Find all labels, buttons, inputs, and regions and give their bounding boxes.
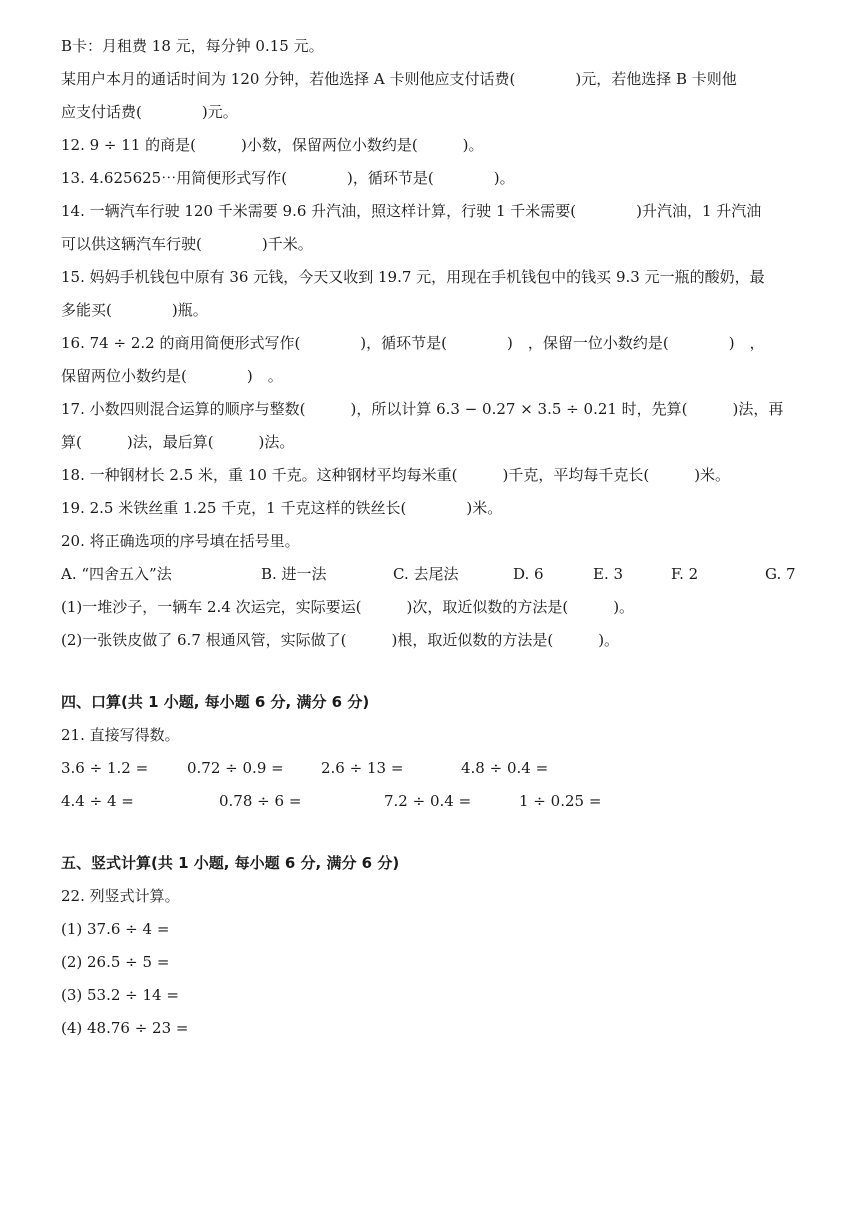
q21-row-2 (61, 785, 833, 818)
q20-prompt: 20. 将正确选项的序号填在括号里。 (61, 532, 300, 550)
q16-line-1: 16. 74 ÷ 2.2 的商用简便形式写作( )，循环节是( ) ，保留一位小数约是( ) ， (61, 334, 765, 352)
q11-line-2: 应支付话费( )元。 (61, 103, 238, 121)
q22-item-3: (3) 53.2 ÷ 14 = (61, 986, 179, 1004)
card-b-line: B卡：月租费 18 元，每分钟 0.15 元。 (61, 37, 324, 55)
q22-item-2: (2) 26.5 ÷ 5 = (61, 953, 170, 971)
option-c: C. 去尾法 (393, 565, 459, 583)
q22-item-1: (1) 37.6 ÷ 4 = (61, 920, 170, 938)
q21-row-1 (61, 752, 833, 785)
q18-line: 18. 一种钢材长 2.5 米，重 10 千克。这种钢材平均每米重( )千克，平均每千克长( )米。 (61, 466, 731, 484)
calc-item: 4.4 ÷ 4 = (61, 792, 134, 810)
q22-prompt: 22. 列竖式计算。 (61, 887, 180, 905)
q14-line-1: 14. 一辆汽车行驶 120 千米需要 9.6 升汽油，照这样计算，行驶 1 千米需要( )升汽油，1 升汽油 (61, 202, 762, 220)
q20-sub-1: (1)一堆沙子，一辆车 2.4 次运完，实际要运( )次，取近似数的方法是( )。 (61, 598, 635, 616)
calc-item: 2.6 ÷ 13 = (321, 759, 404, 777)
q17-line-1: 17. 小数四则混合运算的顺序与整数( )，所以计算 6.3 − 0.27 × 3.5 ÷ 0.21 时，先算( )法，再 (61, 400, 784, 418)
option-a: A. “四舍五入”法 (61, 565, 172, 583)
q14-line-2: 可以供这辆汽车行驶( )千米。 (61, 235, 313, 253)
q17-line-2: 算( )法，最后算( )法。 (61, 433, 295, 451)
calc-item: 7.2 ÷ 0.4 = (384, 792, 472, 810)
section-4-heading: 四、口算(共 1 小题, 每小题 6 分, 满分 6 分) (61, 693, 370, 711)
calc-item: 3.6 ÷ 1.2 = (61, 759, 149, 777)
q13-line: 13. 4.625625⋯用简便形式写作( )，循环节是( )。 (61, 169, 515, 187)
q21-prompt: 21. 直接写得数。 (61, 726, 180, 744)
q11-line-1: 某用户本月的通话时间为 120 分钟，若他选择 A 卡则他应支付话费( )元，若他选择 B 卡则他 (61, 70, 737, 88)
q22-item-4: (4) 48.76 ÷ 23 = (61, 1019, 189, 1037)
q15-line-2: 多能买( )瓶。 (61, 301, 208, 319)
option-d: D. 6 (513, 565, 544, 583)
q16-line-2: 保留两位小数约是( ) 。 (61, 367, 283, 385)
q20-sub-2: (2)一张铁皮做了 6.7 根通风管，实际做了( )根，取近似数的方法是( )。 (61, 631, 620, 649)
option-g: G. 7 (765, 565, 796, 583)
calc-item: 1 ÷ 0.25 = (519, 792, 602, 810)
section-5-heading: 五、竖式计算(共 1 小题, 每小题 6 分, 满分 6 分) (61, 854, 400, 872)
q15-line-1: 15. 妈妈手机钱包中原有 36 元钱，今天又收到 19.7 元，用现在手机钱包中的钱买 9.3 元一瓶的酸奶，最 (61, 268, 765, 286)
q20-options (61, 558, 833, 591)
worksheet-page (61, 30, 833, 1045)
option-e: E. 3 (593, 565, 624, 583)
option-f: F. 2 (671, 565, 699, 583)
option-b: B. 进一法 (261, 565, 327, 583)
q12-line: 12. 9 ÷ 11 的商是( )小数，保留两位小数约是( )。 (61, 136, 484, 154)
calc-item: 0.78 ÷ 6 = (219, 792, 302, 810)
calc-item: 0.72 ÷ 0.9 = (187, 759, 284, 777)
calc-item: 4.8 ÷ 0.4 = (461, 759, 549, 777)
q19-line: 19. 2.5 米铁丝重 1.25 千克，1 千克这样的铁丝长( )米。 (61, 499, 503, 517)
